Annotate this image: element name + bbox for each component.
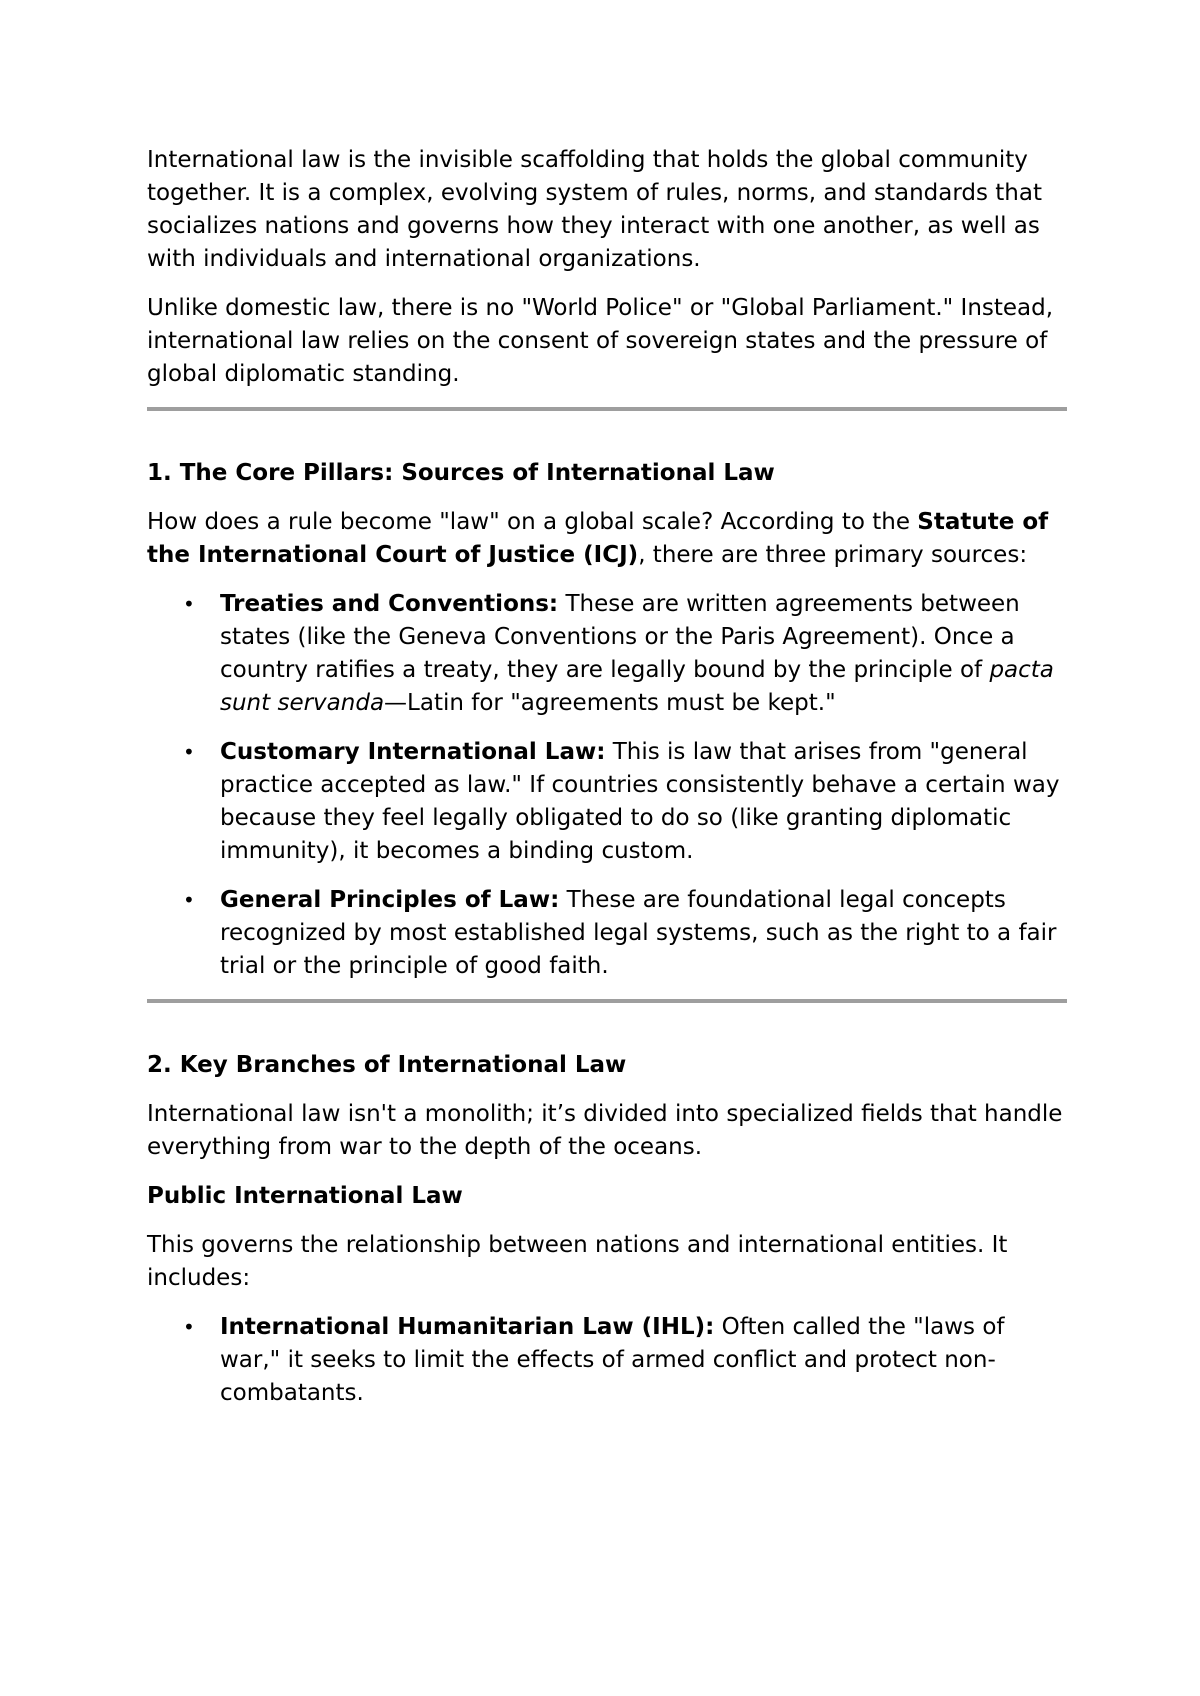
list-item: [147, 736, 1067, 868]
list-item-text: These are written agreements between states (like the Geneva Conventions or the Paris Agreement). Once a country ratifies a treaty, they are legally bound by the principle of: [220, 591, 1020, 683]
bullet-icon: •: [183, 592, 195, 616]
intro-paragraph-1: International law is the invisible scaffolding that holds the global community together. It is a complex, evolving system of rules, norms, and standards that socializes nations and governs how they interact with one another, as well as with individuals and international organizations.: [147, 147, 1042, 272]
latin-phrase: pacta sunt servanda: [220, 657, 1054, 716]
document-body: [147, 144, 1067, 1426]
list-item: [147, 1311, 1067, 1410]
list-item-text: This is law that arises from "general practice accepted as law." If countries consistently behave a certain way because they feel legally obligated to do so (like granting diplomatic immunity), it becomes a binding custom.: [220, 739, 1060, 864]
public-law-lead: This governs the relationship between nations and international entities. It includes:: [147, 1232, 1008, 1291]
list-item-text: These are foundational legal concepts recognized by most established legal systems, such as the right to a fair trial or the principle of good faith.: [220, 887, 1057, 979]
list-item-text-end: —Latin for "agreements must be kept.": [384, 690, 836, 716]
sources-list: [147, 588, 1067, 983]
list-item-term: General Principles of Law:: [220, 887, 560, 913]
bullet-icon: •: [183, 1315, 195, 1339]
section-divider: [147, 407, 1067, 411]
section-1-lead: [147, 506, 1067, 572]
list-item-term: Customary International Law:: [220, 739, 606, 765]
list-item: [147, 884, 1067, 983]
list-item: [147, 588, 1067, 720]
section-2-lead: International law isn't a monolith; it’s divided into specialized fields that handle everything from war to the depth of the oceans.: [147, 1101, 1063, 1160]
list-item-text: Often called the "laws of war," it seeks to limit the effects of armed conflict and protect non-combatants.: [220, 1314, 1005, 1406]
list-item-term: Treaties and Conventions:: [220, 591, 559, 617]
section-2-heading: 2. Key Branches of International Law: [147, 1052, 627, 1078]
branches-list: [147, 1311, 1067, 1410]
section-1-heading: 1. The Core Pillars: Sources of International Law: [147, 460, 775, 486]
section-1-lead-text: How does a rule become "law" on a global scale? According to the: [147, 509, 918, 535]
section-divider: [147, 999, 1067, 1003]
icj-statute-bold: Statute of the International Court of Justice (ICJ): [147, 509, 1049, 568]
public-international-law-subheading: Public International Law: [147, 1183, 463, 1209]
bullet-icon: •: [183, 888, 195, 912]
section-1-lead-text-end: , there are three primary sources:: [638, 542, 1028, 568]
list-item-term: International Humanitarian Law (IHL):: [220, 1314, 715, 1340]
intro-paragraph-2: Unlike domestic law, there is no "World Police" or "Global Parliament." Instead, international law relies on the consent of sovereign states and the pressure of global diplomatic standing.: [147, 295, 1054, 387]
bullet-icon: •: [183, 740, 195, 764]
